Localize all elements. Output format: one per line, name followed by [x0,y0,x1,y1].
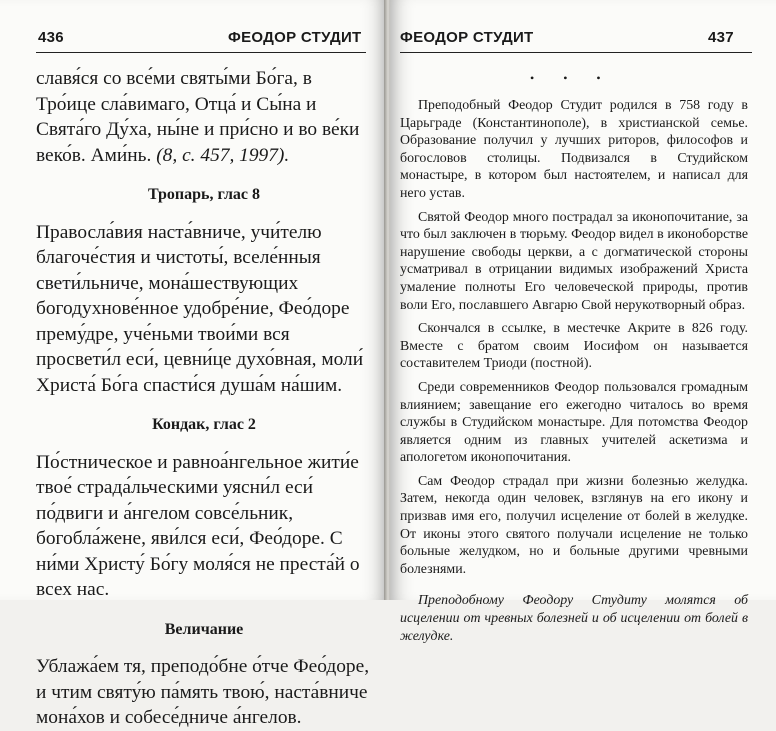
left-page [0,0,386,728]
running-title-left: ФЕОДОР СТУДИТ [228,29,362,46]
paragraph-biography: Преподобный Феодор Студит родился в 758 году в Царьграде (Константинополе), в христианской семье. Образование получил у лучших риторов, философов и богословов столицы. Подвизался в Студийском монастыре, в котором был настоятелем, и написал для него устав. [400,98,748,201]
page-number-right: 437 [708,29,734,46]
paragraph-death: Скончался в ссылке, в местечке Акрите в 826 году. Вместе с братом своим Иосифом он называется составителем Триоди (постной). [400,321,748,372]
right-page [390,0,776,644]
right-page-body [400,97,748,651]
left-page-body [36,66,372,731]
prayer-ending [36,66,372,168]
paragraph-influence: Среди современников Феодор пользовался громадным влиянием; завещание его ежегодно читалось во время службы в Студийском монастыре. Для потомства Феодор является одним из главных учителей аскетизма и апологетом иконопочитания. [400,379,748,466]
prayer-reference: (8, с. 457, 1997). [156,144,290,166]
paragraph-healing: Сам Феодор страдал при жизни болезнью желудка. Затем, некогда один человек, взглянув на его икону и призвав имя его, получил исцеление от болей в желудке. От иконы этого святого получали исцеление не только больные желудком, но и больные другими чревными болезнями. [400,473,748,577]
magnification-text: Ублажа́ем тя, преподо́бне о́тче Фео́доре, и чтим святу́ю па́мять твою́, наста́вниче мона́хов и собесе́дниче а́нгелов. [36,656,370,728]
closing-note: Преподобному Феодору Студиту молятся об исцелении от чревных болезней и об исцелении от болей в желудке. [400,593,748,644]
running-title-right: ФЕОДОР СТУДИТ [400,29,534,46]
kontakion-heading: Кондак, глас 2 [152,416,256,433]
paragraph-iconoclasm: Святой Феодор много пострадал за иконопочитание, за что был заключен в тюрьму. Феодор видел в иконоборстве нарушение свободы церкви, а с догматической стороны усматривал в отрицании видимых изображений Христа умаление полноты Его человеческой природы, против воли Его, пославшего Авгарю Свой нерукотворный образ. [400,209,748,313]
header-rule-left [36,52,366,53]
section-ornament: • • • [530,71,614,85]
troparion-heading: Тропарь, глас 8 [147,186,261,203]
page-number-left: 436 [38,29,64,46]
prayer-ending-text: славя́ся со все́ми святы́ми Бо́га, в Тро́ице сла́вимаго, Отца́ и Сы́на и Свята́го Ду́ха, ны́не и при́сно и во ве́ки веко́в. Ами́нь. [36,68,360,166]
header-rule-right [400,52,752,53]
troparion-text: Правосла́вия наста́вниче, учи́телю благоче́стия и чистоты́, вселе́нныя свети́льниче, мона́шествующих богодухнове́нное удобре́ние, Фео́доре прему́дре, уче́ньми твои́ми вся просвети́л еси́, цевни́це духо́вная, моли́ Христа́ Бо́га спасти́ся душа́м на́шим. [36,221,364,396]
magnification-heading: Величание [164,620,244,638]
kontakion-text: По́стническое и равноа́нгельное жити́е твое́ страда́льческими уясни́л еси́ по́двиги и а́нгелом совсе́льник, богобла́жене, яви́лся еси́, Фео́доре. С ни́ми Христу́ Бо́гу моля́ся не преста́й о всех нас. [36,451,360,600]
